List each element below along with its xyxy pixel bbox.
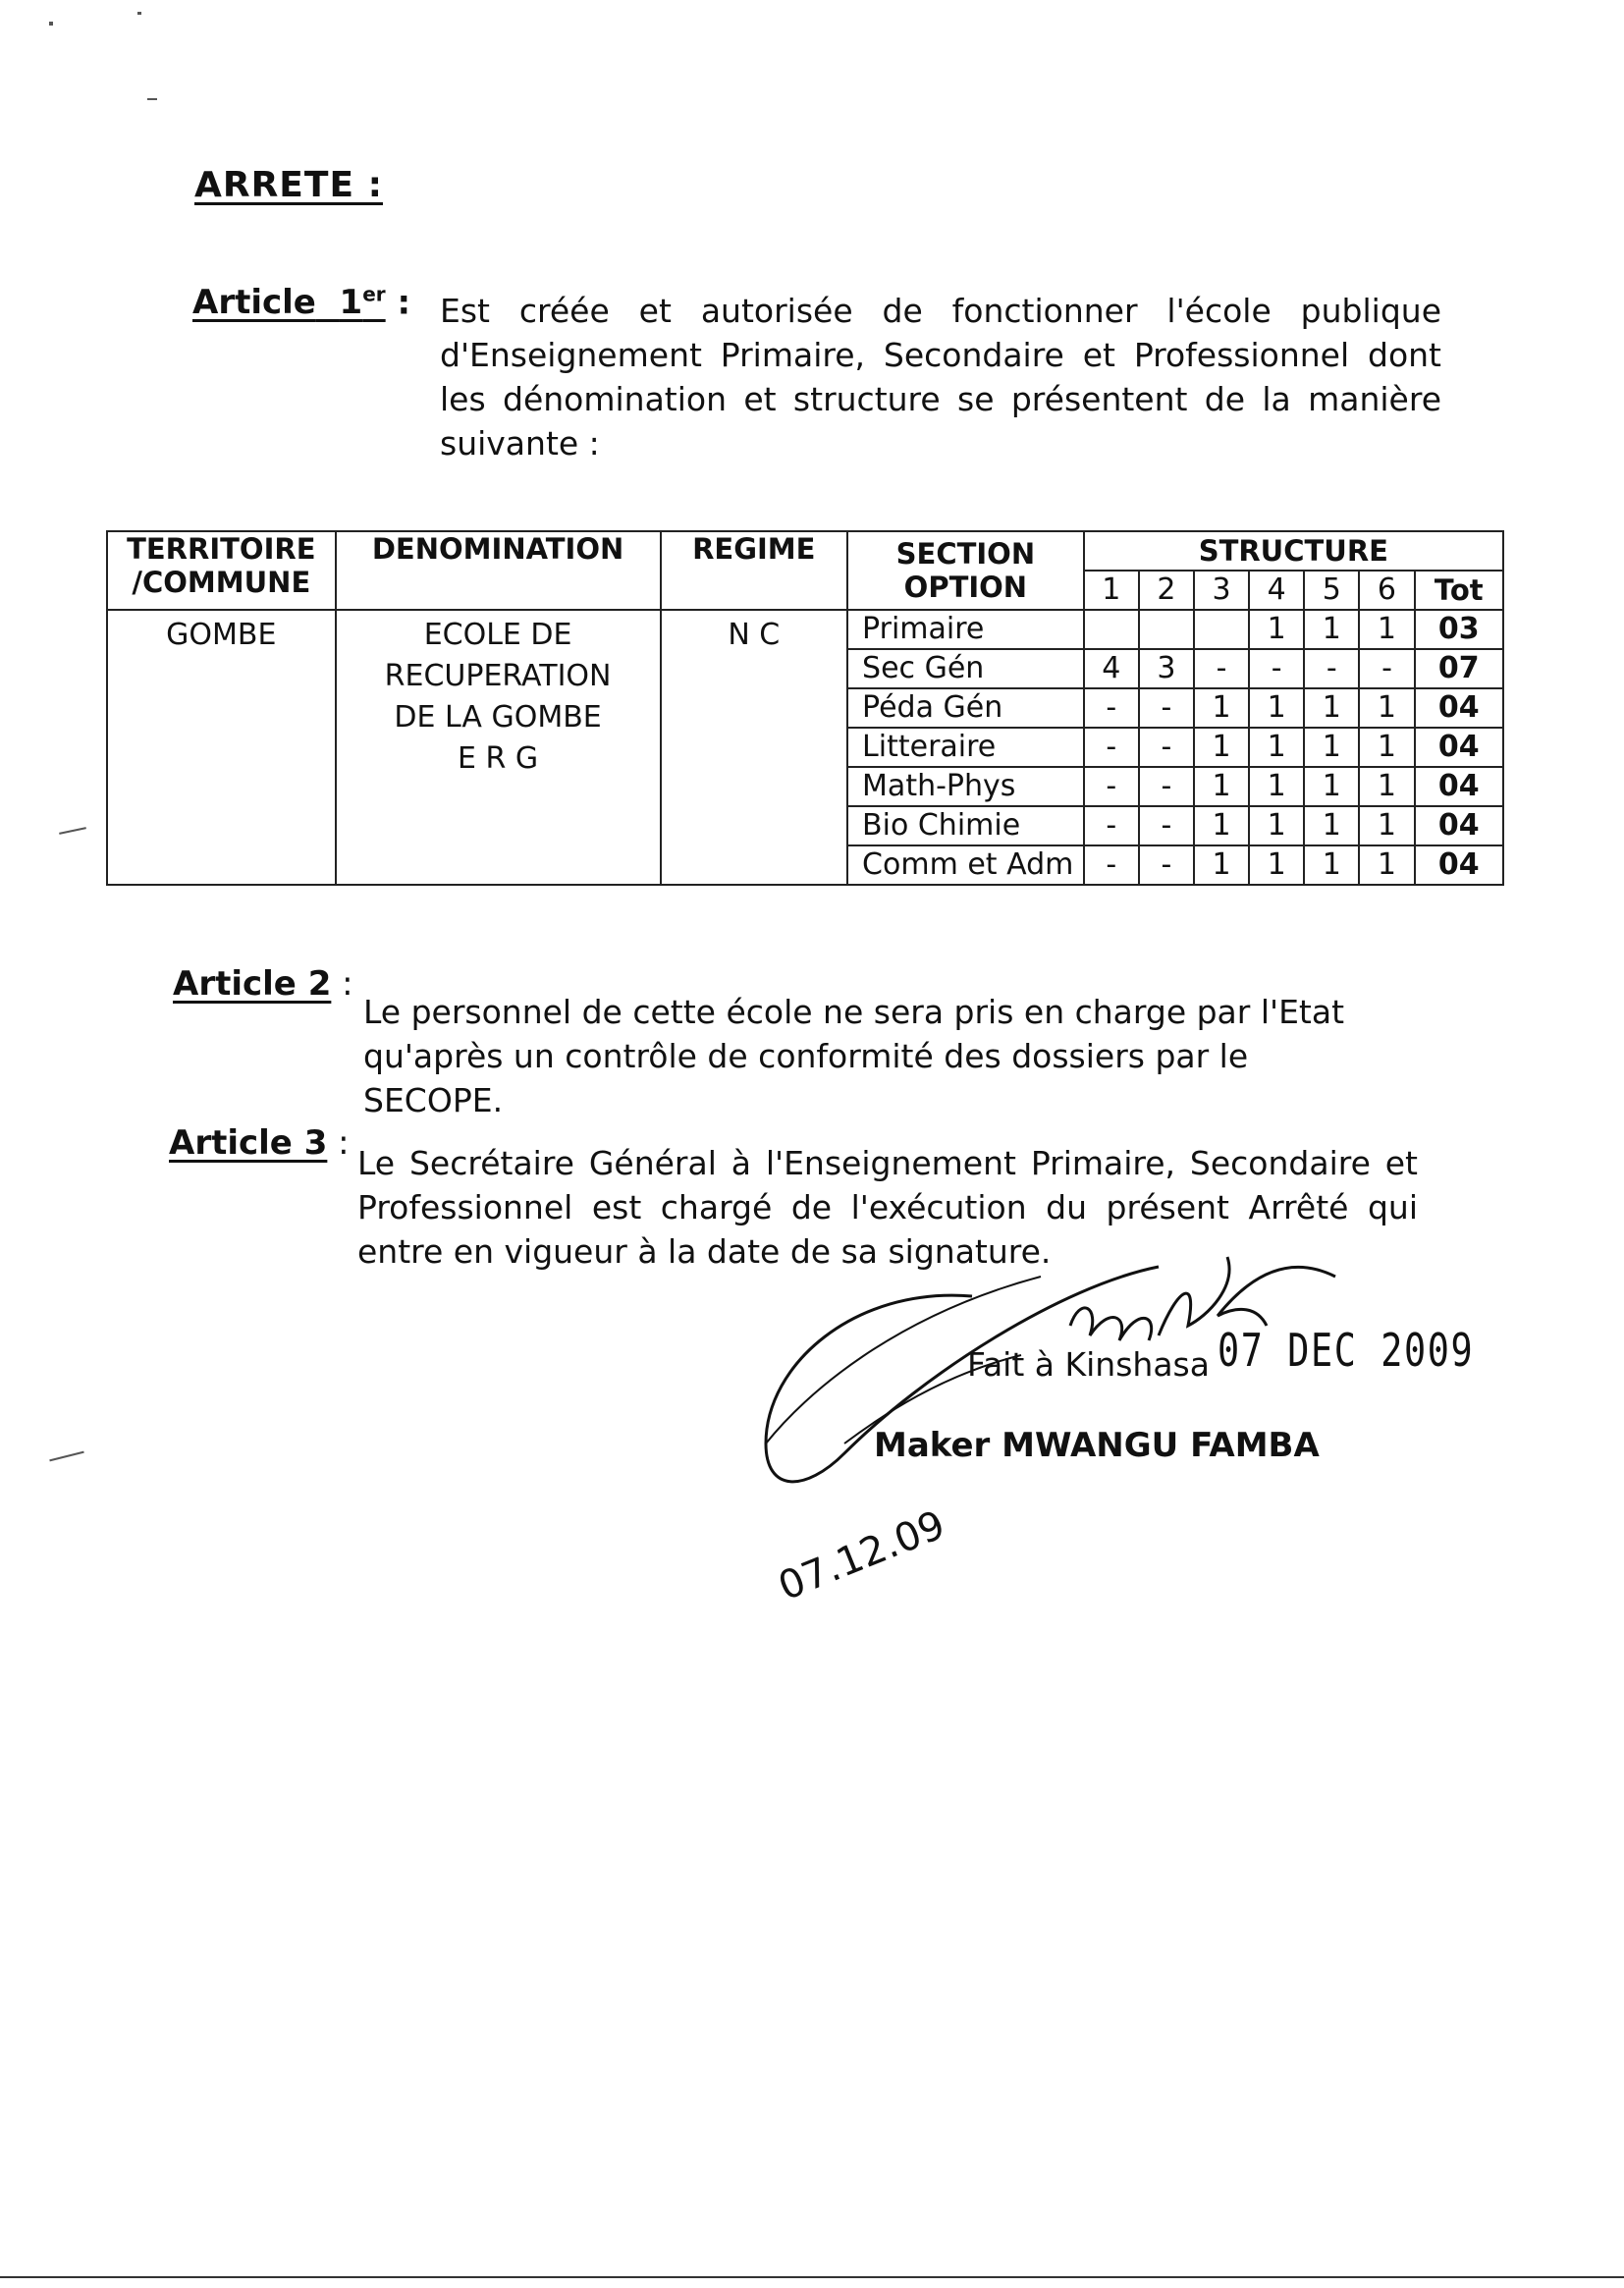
structure-cell: - bbox=[1084, 688, 1139, 728]
structure-cell: - bbox=[1084, 806, 1139, 845]
structure-cell: 1 bbox=[1249, 610, 1304, 649]
article-3-text: Le Secrétaire Général à l'Enseignement Primaire, Secondaire et Professionnel est chargé de l'exécution du présent Arrêté qui entre en vigueur à la date de sa signature. bbox=[357, 1144, 1418, 1271]
structure-cell: 1 bbox=[1359, 610, 1414, 649]
total-cell: 07 bbox=[1415, 649, 1503, 688]
article-1-text: Est créée et autorisée de fonctionner l'école publique d'Enseignement Primaire, Secondaire et Professionnel dont les dénomination et structure se présentent de la manière suivante : bbox=[440, 292, 1441, 463]
bottom-edge-line bbox=[0, 2276, 1624, 2278]
total-cell: 04 bbox=[1415, 728, 1503, 767]
structure-cell: - bbox=[1084, 767, 1139, 806]
structure-cell: 1 bbox=[1359, 806, 1414, 845]
structure-cell: 1 bbox=[1249, 767, 1304, 806]
article-3-colon: : bbox=[327, 1123, 350, 1163]
header-territoire: TERRITOIRE /COMMUNE bbox=[107, 531, 336, 610]
structure-cell: 1 bbox=[1359, 728, 1414, 767]
header-col-2: 2 bbox=[1139, 571, 1194, 610]
page-title: ARRETE : bbox=[194, 165, 383, 205]
header-col-4: 4 bbox=[1249, 571, 1304, 610]
school-structure-table bbox=[106, 530, 1504, 886]
structure-cell: - bbox=[1084, 845, 1139, 885]
structure-cell: - bbox=[1139, 806, 1194, 845]
structure-cell: 4 bbox=[1084, 649, 1139, 688]
scan-speck bbox=[59, 827, 86, 835]
scan-speck bbox=[137, 12, 141, 15]
structure-cell: 1 bbox=[1194, 767, 1249, 806]
header-col-1: 1 bbox=[1084, 571, 1139, 610]
structure-cell: - bbox=[1249, 649, 1304, 688]
structure-cell: 1 bbox=[1304, 806, 1359, 845]
header-regime: REGIME bbox=[661, 531, 848, 610]
table-header-row bbox=[107, 531, 1503, 571]
structure-cell: 1 bbox=[1194, 845, 1249, 885]
scan-speck bbox=[147, 98, 157, 100]
article-2-colon: : bbox=[331, 964, 353, 1004]
total-cell: 04 bbox=[1415, 806, 1503, 845]
structure-cell: 1 bbox=[1249, 806, 1304, 845]
section-cell: Sec Gén bbox=[847, 649, 1084, 688]
section-cell: Litteraire bbox=[847, 728, 1084, 767]
denomination-line: E R G bbox=[458, 741, 539, 776]
signatory-name: Maker MWANGU FAMBA bbox=[874, 1426, 1320, 1465]
structure-cell: 1 bbox=[1304, 845, 1359, 885]
structure-cell: - bbox=[1084, 728, 1139, 767]
structure-cell: - bbox=[1139, 767, 1194, 806]
place-of-signature: Fait à Kinshasa bbox=[967, 1345, 1210, 1384]
header-structure: STRUCTURE bbox=[1084, 531, 1503, 571]
article-2-text: Le personnel de cette école ne sera pris en charge par l'Etat qu'après un contrôle de conformité des dossiers par le SECOPE. bbox=[363, 993, 1345, 1119]
structure-cell: 1 bbox=[1359, 767, 1414, 806]
structure-cell: 1 bbox=[1304, 688, 1359, 728]
article-2-word: Article 2 bbox=[173, 964, 332, 1004]
header-denomination: DENOMINATION bbox=[336, 531, 661, 610]
structure-cell: - bbox=[1194, 649, 1249, 688]
article-1-number: 1 bbox=[339, 283, 363, 323]
structure-cell: - bbox=[1139, 845, 1194, 885]
article-3-label bbox=[169, 1123, 350, 1163]
section-cell: Primaire bbox=[847, 610, 1084, 649]
section-cell: Bio Chimie bbox=[847, 806, 1084, 845]
total-cell: 04 bbox=[1415, 767, 1503, 806]
total-cell: 04 bbox=[1415, 688, 1503, 728]
structure-cell: 1 bbox=[1194, 688, 1249, 728]
structure-cell bbox=[1194, 610, 1249, 649]
scan-speck bbox=[49, 22, 53, 26]
total-cell: 03 bbox=[1415, 610, 1503, 649]
header-col-3: 3 bbox=[1194, 571, 1249, 610]
structure-cell: 1 bbox=[1304, 767, 1359, 806]
denomination-line: ECOLE DE bbox=[423, 618, 572, 652]
structure-cell: 1 bbox=[1249, 845, 1304, 885]
section-cell: Math-Phys bbox=[847, 767, 1084, 806]
article-2-label bbox=[173, 964, 353, 1004]
structure-cell: 1 bbox=[1359, 845, 1414, 885]
denomination-line: DE LA GOMBE bbox=[394, 700, 602, 735]
structure-cell: - bbox=[1304, 649, 1359, 688]
header-col-5: 5 bbox=[1304, 571, 1359, 610]
structure-cell: 3 bbox=[1139, 649, 1194, 688]
table-row bbox=[107, 610, 1503, 649]
article-1-superscript: er bbox=[362, 283, 386, 306]
article-3-word: Article 3 bbox=[169, 1123, 328, 1163]
structure-cell: 1 bbox=[1194, 728, 1249, 767]
structure-cell: 1 bbox=[1304, 610, 1359, 649]
header-col-tot: Tot bbox=[1415, 571, 1503, 610]
header-col-6: 6 bbox=[1359, 571, 1414, 610]
territoire-cell: GOMBE bbox=[107, 610, 336, 885]
structure-cell: - bbox=[1139, 728, 1194, 767]
handwritten-signature bbox=[746, 1247, 1375, 1640]
date-stamp: 07 DEC 2009 bbox=[1218, 1324, 1475, 1377]
denomination-cell bbox=[336, 610, 661, 885]
section-cell: Comm et Adm bbox=[847, 845, 1084, 885]
structure-cell: - bbox=[1359, 649, 1414, 688]
total-cell: 04 bbox=[1415, 845, 1503, 885]
regime-cell: N C bbox=[661, 610, 848, 885]
header-section-option: SECTION OPTION bbox=[847, 531, 1084, 610]
structure-cell bbox=[1139, 610, 1194, 649]
denomination-line: RECUPERATION bbox=[384, 659, 612, 693]
structure-cell: 1 bbox=[1359, 688, 1414, 728]
structure-cell: 1 bbox=[1249, 728, 1304, 767]
article-1-label bbox=[192, 283, 410, 322]
structure-cell: 1 bbox=[1249, 688, 1304, 728]
section-cell: Péda Gén bbox=[847, 688, 1084, 728]
handwritten-date: 07.12.09 bbox=[772, 1501, 951, 1610]
article-1-word: Article bbox=[192, 283, 316, 323]
structure-cell: - bbox=[1139, 688, 1194, 728]
structure-cell bbox=[1084, 610, 1139, 649]
structure-cell: 1 bbox=[1304, 728, 1359, 767]
article-1-colon: : bbox=[385, 283, 411, 323]
structure-cell: 1 bbox=[1194, 806, 1249, 845]
scan-speck bbox=[49, 1451, 83, 1462]
